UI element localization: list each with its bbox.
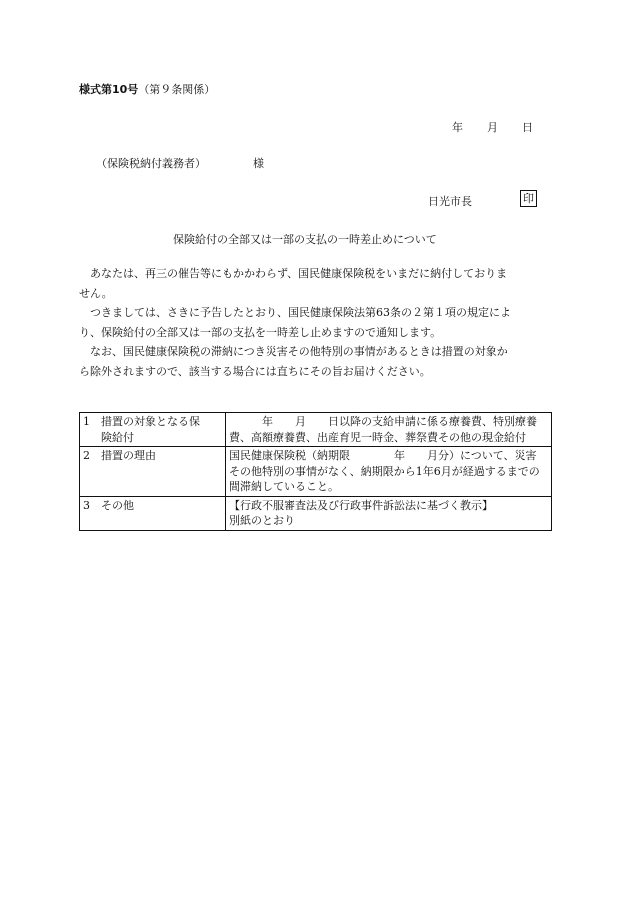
row-content-line: 費、高額療養費、出産育児一時金、葬祭費その他の現金給付: [229, 430, 526, 444]
seal-mark: 印: [520, 190, 537, 207]
row-label-cell: [80, 447, 226, 497]
row-content-line: 【行政不服審査法及び行政事件訴訟法に基づく教示】: [229, 498, 493, 512]
row-label-cell: [80, 496, 226, 530]
form-reference: （第９条関係）: [138, 83, 216, 96]
paragraph-3: [79, 342, 555, 381]
row-content-cell: [226, 413, 552, 447]
row-content-line: 年 月 日以降の支給申請に係る療養費、特別療養: [229, 415, 537, 428]
addressee-honorific: 様: [253, 157, 264, 170]
row-label-cell: [80, 413, 226, 447]
paragraph-1-line-1: あなたは、再三の催告等にもかかわらず、国民健康保険税をいまだに納付しておりま: [90, 267, 508, 280]
row-content-cell: [226, 447, 552, 497]
paragraph-2-line-2: り、保険給付の全部又は一部の支払を一時差し止めますので通知します。: [79, 325, 442, 339]
form-number-line: [79, 81, 215, 97]
date-year: 年: [452, 121, 463, 134]
date-month: 月: [487, 121, 498, 134]
paragraph-1-line-2: せん。: [79, 286, 113, 300]
row-label-line: 措置の理由: [101, 449, 156, 462]
row-number: 1: [83, 415, 90, 428]
date-day: 日: [522, 121, 533, 134]
row-content-line: その他特別の事情がなく、納期限から1年6月が経過するまでの: [229, 464, 540, 478]
measure-details-table: [79, 412, 552, 531]
paragraph-1: [79, 264, 555, 303]
row-content-line: 間滞納していること。: [229, 480, 339, 493]
table-row: [80, 496, 552, 530]
row-number: 3: [83, 498, 90, 512]
notice-body: [79, 264, 555, 382]
row-label-line: その他: [101, 498, 134, 512]
row-number: 2: [83, 449, 90, 462]
table-row: [80, 447, 552, 497]
row-content-line: 別紙のとおり: [229, 514, 295, 527]
form-number: 様式第10号: [79, 83, 139, 96]
paragraph-2-line-1: つきましては、さきに予告したとおり、国民健康保険法第63条の２第１項の規定によ: [90, 306, 511, 320]
row-label-line: 措置の対象となる保: [101, 415, 200, 428]
row-label-line: 険給付: [101, 430, 134, 444]
row-content-cell: [226, 496, 552, 530]
paragraph-3-line-1: なお、国民健康保険税の滞納につき災害その他特別の事情があるときは措置の対象か: [90, 345, 508, 359]
paragraph-3-line-2: ら除外されますので、該当する場合には直ちにその旨お届けください。: [79, 364, 431, 378]
addressee-title: （保険税納付義務者）: [96, 157, 206, 170]
paragraph-2: [79, 303, 555, 342]
row-content-line: 国民健康保険税（納期限 年 月分）について、災害: [229, 449, 537, 462]
table-row: [80, 413, 552, 447]
issuer-name: 日光市長: [428, 195, 472, 208]
document-subject: 保険給付の全部又は一部の支払の一時差止めについて: [173, 233, 437, 246]
